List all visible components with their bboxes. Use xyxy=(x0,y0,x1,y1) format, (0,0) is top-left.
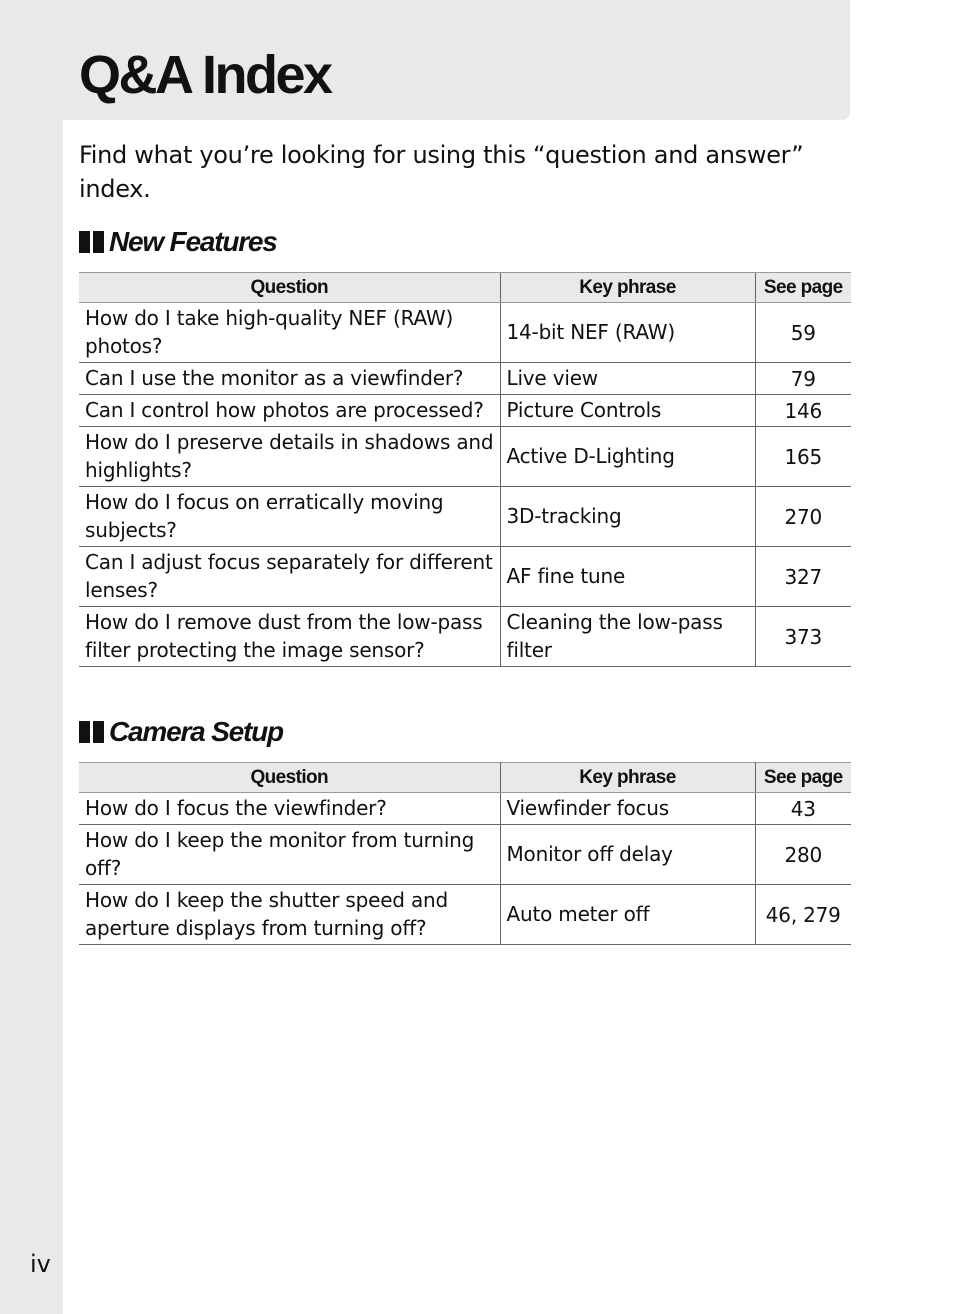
table-row xyxy=(79,825,851,885)
key-phrase-cell: 3D-tracking xyxy=(500,487,755,547)
question-cell: How do I take high-quality NEF (RAW) photos? xyxy=(79,303,500,363)
key-phrase-cell: Live view xyxy=(500,363,755,395)
table-row xyxy=(79,885,851,945)
column-header-see-page: See page xyxy=(755,763,851,793)
page-ref-cell: 146 xyxy=(755,395,851,427)
section-marker-icon xyxy=(93,721,104,743)
table-row xyxy=(79,363,851,395)
page-title: Q&A Index xyxy=(79,45,331,105)
key-phrase-cell: Picture Controls xyxy=(500,395,755,427)
column-header-key-phrase: Key phrase xyxy=(500,763,755,793)
key-phrase-cell: Cleaning the low-pass filter xyxy=(500,607,755,667)
column-header-question: Question xyxy=(79,763,500,793)
page-ref-cell: 59 xyxy=(755,303,851,363)
left-margin-band xyxy=(0,0,63,1314)
intro-text: Find what you’re looking for using this “question and answer” index. xyxy=(79,141,804,203)
column-header-key-phrase: Key phrase xyxy=(500,273,755,303)
section-heading-label: Camera Setup xyxy=(109,716,283,747)
question-cell: How do I remove dust from the low-pass filter protecting the image sensor? xyxy=(79,607,500,667)
column-header-see-page: See page xyxy=(755,273,851,303)
question-cell: How do I preserve details in shadows and highlights? xyxy=(79,427,500,487)
section-heading-camera-setup xyxy=(79,712,283,752)
key-phrase-cell: Viewfinder focus xyxy=(500,793,755,825)
camera-setup-table xyxy=(79,762,851,945)
page-ref-cell: 373 xyxy=(755,607,851,667)
question-cell: Can I adjust focus separately for different lenses? xyxy=(79,547,500,607)
section-marker-icon xyxy=(79,231,90,253)
table-header-row xyxy=(79,273,851,303)
page-ref-cell: 43 xyxy=(755,793,851,825)
table-header-row xyxy=(79,763,851,793)
page-ref-cell: 165 xyxy=(755,427,851,487)
table-row xyxy=(79,395,851,427)
question-cell: How do I keep the monitor from turning off? xyxy=(79,825,500,885)
section-heading-new-features xyxy=(79,222,277,262)
section-marker-icon xyxy=(93,231,104,253)
key-phrase-cell: 14-bit NEF (RAW) xyxy=(500,303,755,363)
table-row xyxy=(79,427,851,487)
question-cell: How do I focus the viewfinder? xyxy=(79,793,500,825)
page-number: iv xyxy=(30,1250,51,1278)
table-row xyxy=(79,303,851,363)
section-heading-label: New Features xyxy=(109,226,277,257)
page-ref-cell: 270 xyxy=(755,487,851,547)
page-ref-cell: 327 xyxy=(755,547,851,607)
key-phrase-cell: Monitor off delay xyxy=(500,825,755,885)
page-ref-cell: 46, 279 xyxy=(755,885,851,945)
table-row xyxy=(79,547,851,607)
column-header-question: Question xyxy=(79,273,500,303)
page-ref-cell: 280 xyxy=(755,825,851,885)
page-ref-cell: 79 xyxy=(755,363,851,395)
key-phrase-cell: Auto meter off xyxy=(500,885,755,945)
question-cell: Can I control how photos are processed? xyxy=(79,395,500,427)
question-cell: How do I focus on erratically moving subjects? xyxy=(79,487,500,547)
new-features-table xyxy=(79,272,851,667)
table-row xyxy=(79,793,851,825)
section-marker-icon xyxy=(79,721,90,743)
question-cell: Can I use the monitor as a viewfinder? xyxy=(79,363,500,395)
table-row xyxy=(79,607,851,667)
key-phrase-cell: AF fine tune xyxy=(500,547,755,607)
key-phrase-cell: Active D-Lighting xyxy=(500,427,755,487)
table-row xyxy=(79,487,851,547)
question-cell: How do I keep the shutter speed and aperture displays from turning off? xyxy=(79,885,500,945)
